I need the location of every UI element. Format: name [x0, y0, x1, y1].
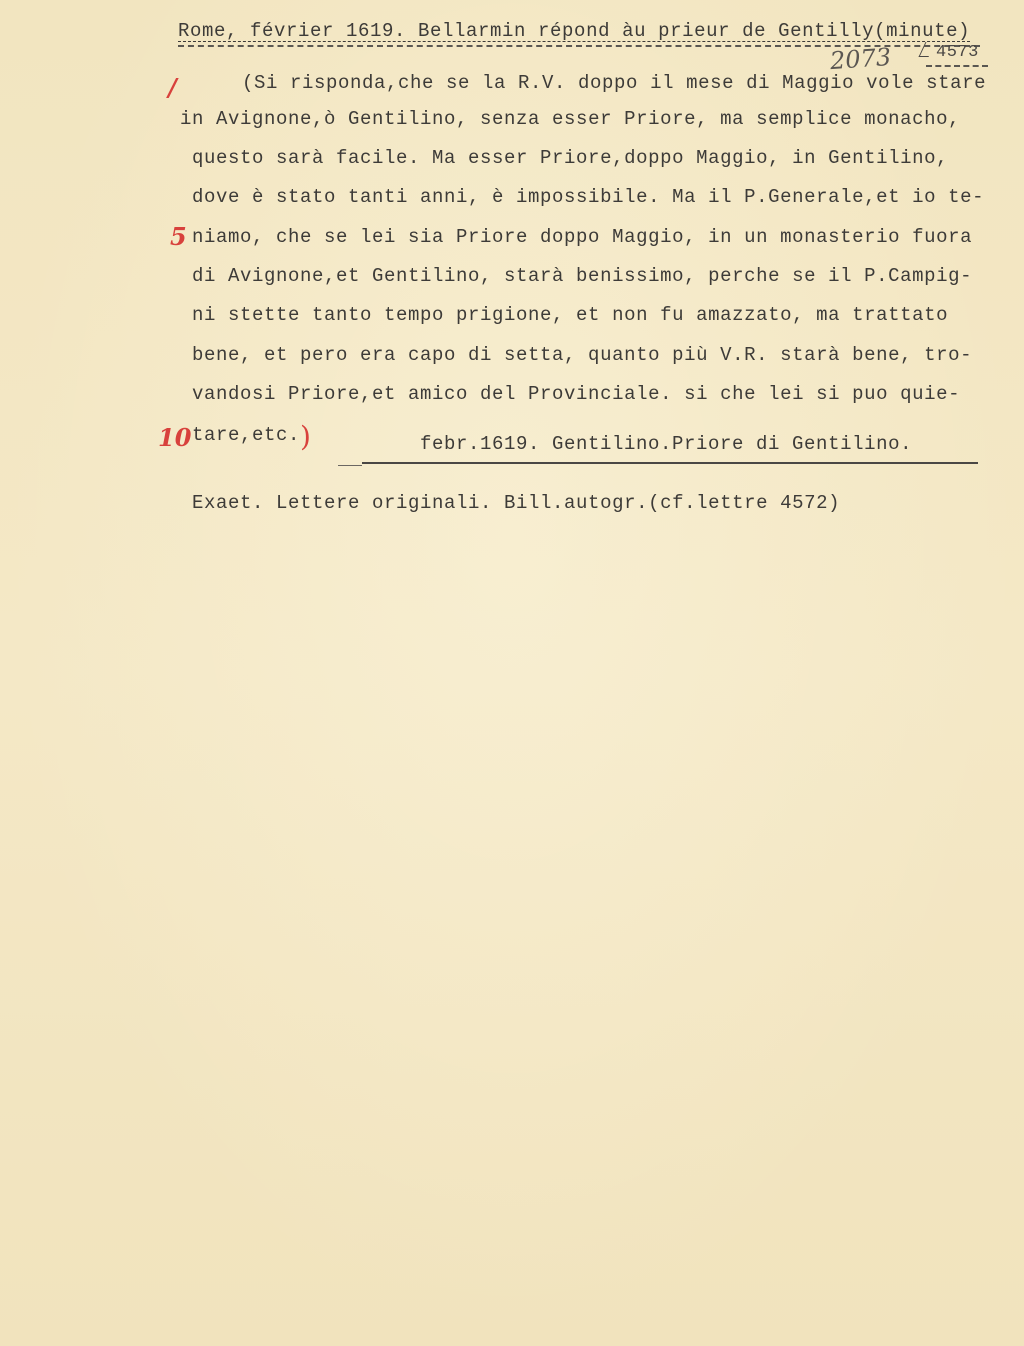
rule-thin-segment: [338, 465, 362, 466]
archive-number: [922, 42, 979, 62]
bracket-mark: [919, 42, 936, 57]
body-line-8: bene, et pero era capo di setta, quanto più V.R. starà bene, tro-: [192, 344, 973, 366]
archive-number-value: 4573: [936, 43, 979, 62]
body-line-10: tare,etc.: [192, 424, 301, 446]
body-line-3: questo sarà facile. Ma esser Priore,doppo Maggio, in Gentilino,: [192, 147, 949, 169]
archive-number-dashes: [926, 65, 988, 67]
horizontal-rule: [362, 462, 978, 464]
body-line-5: niamo, che se lei sia Priore doppo Maggio, in un monasterio fuora: [192, 226, 973, 248]
body-line-2: in Avignone,ò Gentilino, senza esser Priore, ma semplice monacho,: [180, 108, 961, 130]
body-line-9: vandosi Priore,et amico del Provinciale. si che lei si puo quie-: [192, 383, 961, 405]
red-closing-parenthesis: ): [300, 420, 311, 453]
handwritten-folio-number: 2073: [829, 42, 892, 76]
margin-mark-line-5: 5: [170, 222, 187, 251]
body-line-1: (Si risponda,che se la R.V. doppo il mese di Maggio vole stare: [242, 72, 987, 94]
body-line-6: di Avignone,et Gentilino, starà benissimo, perche se il P.Campig-: [192, 265, 973, 287]
margin-mark-line-1: /: [168, 73, 177, 102]
dateline: febr.1619. Gentilino.Priore di Gentilino.: [420, 433, 913, 455]
body-line-4: dove è stato tanti anni, è impossibile. Ma il P.Generale,et io te-: [192, 186, 985, 208]
margin-mark-line-10: 10: [158, 423, 192, 452]
source-note: Exaet. Lettere originali. Bill.autogr.(cf.lettre 4572): [192, 492, 841, 514]
document-heading: Rome, février 1619. Bellarmin répond àu prieur de Gentilly(minute): [178, 20, 971, 42]
body-line-7: ni stette tanto tempo prigione, et non fu amazzato, ma trattato: [192, 304, 949, 326]
